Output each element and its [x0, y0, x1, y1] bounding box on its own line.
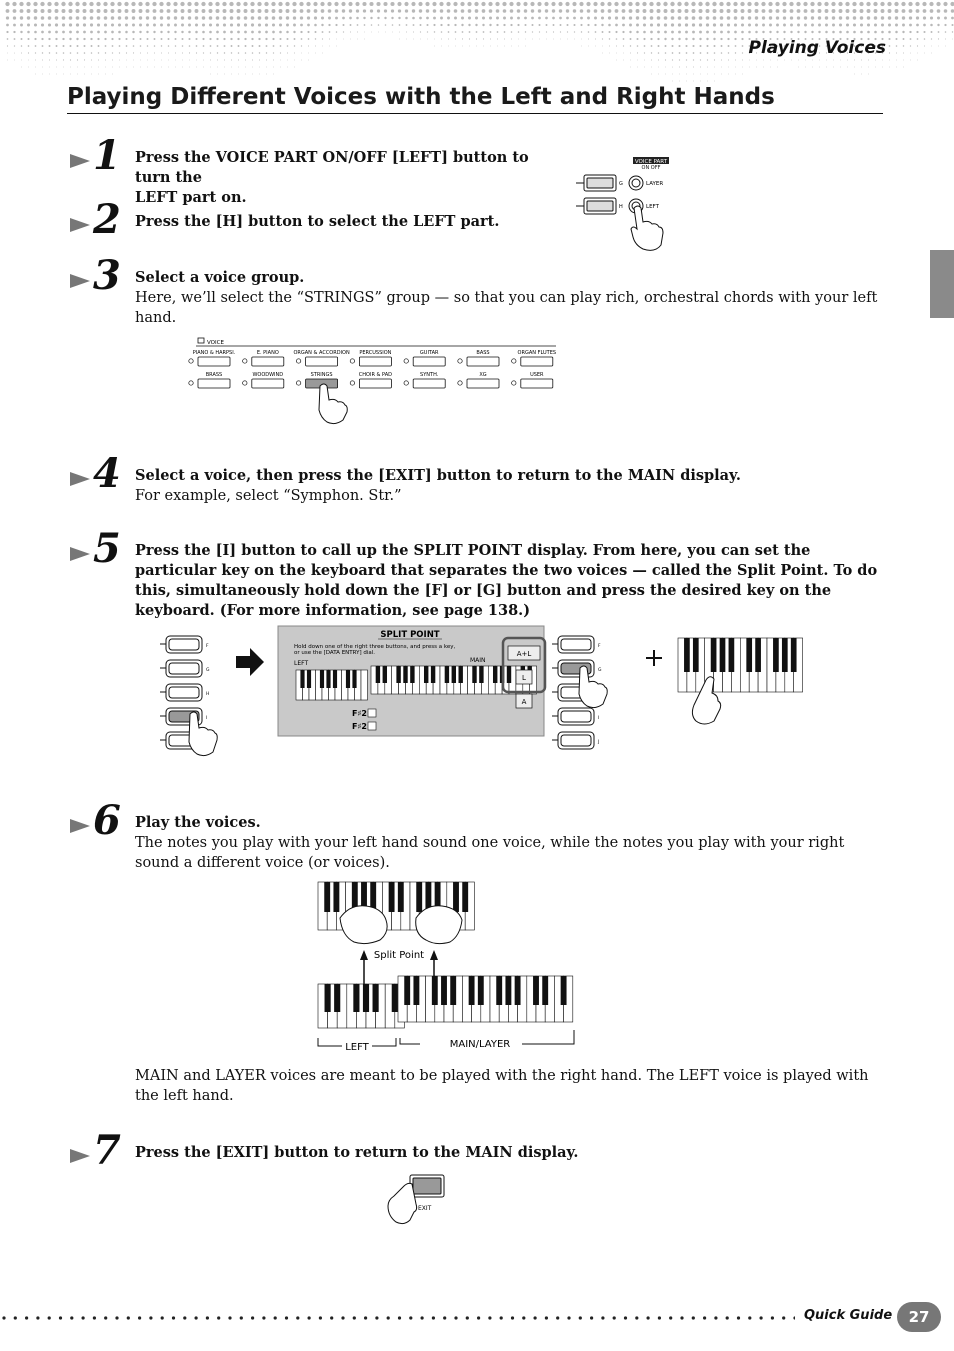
- arrow-up-icon: [430, 950, 438, 960]
- right-arrow-icon: [236, 648, 264, 676]
- voice-group-lamp: [189, 359, 193, 363]
- layer-label: LAYER: [646, 181, 664, 187]
- voice-part-panel: [572, 152, 682, 252]
- step-number: 6: [93, 797, 121, 844]
- footer-section-label: Quick Guide: [804, 1308, 893, 1323]
- layer-button[interactable]: [632, 179, 640, 187]
- voice-group-label: WOODWIND: [252, 372, 284, 378]
- black-key: [755, 638, 761, 672]
- pressing-hand-icon: [189, 712, 217, 756]
- step-arrow-icon: [70, 472, 90, 486]
- black-key: [346, 670, 350, 688]
- voice-group-button[interactable]: [467, 379, 499, 388]
- split-point-label: Split Point: [373, 950, 425, 961]
- black-key: [396, 666, 400, 683]
- voice-group-lamp: [404, 381, 408, 385]
- black-key: [720, 638, 726, 672]
- voice-panel-label: VOICE: [207, 340, 224, 346]
- black-key: [373, 984, 379, 1012]
- left-section-label: LEFT: [345, 1042, 369, 1053]
- side-button[interactable]: [169, 639, 199, 650]
- left-label: LEFT: [646, 204, 659, 210]
- step-3-detail: Here, we’ll select the “STRINGS” group — so that you can play rich, orchestral chords with your left hand.: [135, 290, 878, 326]
- voice-group-lamp: [458, 381, 462, 385]
- black-key: [404, 976, 410, 1005]
- voice-group-label: BASS: [476, 350, 490, 356]
- voice-group-button[interactable]: [198, 357, 230, 366]
- voice-group-lamp: [243, 359, 247, 363]
- step-6-detail: The notes you play with your left hand sound one voice, while the notes you play with your right sound a different voice (or voices).: [135, 835, 845, 871]
- step-arrow-icon: [70, 154, 90, 168]
- black-key: [445, 666, 449, 683]
- voice-group-label: STRINGS: [310, 372, 333, 378]
- black-key: [515, 976, 521, 1005]
- page-title: Playing Different Voices with the Left and Right Hands: [67, 84, 883, 114]
- side-button[interactable]: [169, 663, 199, 674]
- h-label: H: [619, 204, 623, 210]
- voice-group-button[interactable]: [252, 379, 284, 388]
- black-key: [334, 984, 340, 1012]
- black-key: [413, 976, 419, 1005]
- black-key: [450, 976, 456, 1005]
- on-off-label: ON OFF: [641, 165, 661, 171]
- keyboard-keys: [678, 638, 803, 692]
- right-section-keyboard: [398, 976, 573, 1022]
- black-key: [352, 670, 356, 688]
- arrow-up-icon: [360, 950, 368, 960]
- black-key: [493, 666, 497, 683]
- voice-group-label: CHOIR & PAD: [358, 372, 392, 378]
- black-key: [392, 984, 398, 1012]
- side-button-label: H: [206, 692, 210, 697]
- step-7-instruction: Press the [EXIT] button to return to the MAIN display.: [135, 1144, 579, 1161]
- step-6-instruction: Play the voices.: [135, 814, 261, 831]
- step-arrow-icon: [70, 1149, 90, 1163]
- step-arrow-icon: [70, 274, 90, 288]
- step-arrow-icon: [70, 819, 90, 833]
- voice-group-button[interactable]: [306, 357, 338, 366]
- black-key: [746, 638, 752, 672]
- voice-group-label: PERCUSSION: [359, 350, 392, 356]
- g-label: G: [619, 181, 623, 187]
- voice-part-label: VOICE PART: [634, 159, 668, 165]
- step-number: 4: [93, 450, 121, 497]
- black-key: [791, 638, 797, 672]
- piano-icon: [198, 338, 204, 343]
- voice-group-label: USER: [530, 372, 544, 378]
- voice-group-label: BRASS: [205, 372, 223, 378]
- page-number: 27: [897, 1302, 941, 1332]
- screen-left-label: LEFT: [294, 660, 309, 667]
- footer-dot-line: [0, 1313, 795, 1323]
- black-key: [472, 666, 476, 683]
- black-key: [507, 666, 511, 683]
- white-key: [361, 670, 368, 700]
- h-button[interactable]: [587, 201, 613, 211]
- black-key: [773, 638, 779, 672]
- step-number: 3: [93, 252, 121, 299]
- voice-group-label: GUITAR: [419, 350, 439, 356]
- black-key: [416, 882, 422, 912]
- black-key: [479, 666, 483, 683]
- black-key: [458, 666, 462, 683]
- black-key: [326, 670, 330, 688]
- black-key: [469, 976, 475, 1005]
- black-key: [453, 882, 459, 912]
- step-number: 1: [93, 132, 121, 179]
- black-key: [684, 638, 690, 672]
- step-3-instruction: Select a voice group.: [135, 269, 305, 286]
- voice-group-label: PIANO & HARPSI.: [192, 350, 236, 356]
- step-4-detail: For example, select “Symphon. Str.”: [135, 488, 402, 504]
- black-key: [462, 882, 468, 912]
- step-number: 7: [93, 1127, 121, 1174]
- side-chapter-tab: [930, 250, 954, 318]
- voice-group-button[interactable]: [252, 357, 284, 366]
- black-key: [383, 666, 387, 683]
- exit-button[interactable]: [413, 1178, 441, 1194]
- black-key: [431, 666, 435, 683]
- step-2-instruction: Press the [H] button to select the LEFT part.: [135, 213, 500, 230]
- side-button[interactable]: [561, 735, 591, 746]
- side-button-label: F: [206, 644, 209, 649]
- black-key: [410, 666, 414, 683]
- black-key: [693, 638, 699, 672]
- voice-group-lamp: [512, 381, 516, 385]
- screen-instruction-1: Hold down one of the right three buttons, and press a key,: [294, 644, 456, 650]
- step-number: 2: [93, 196, 121, 243]
- voice-group-lamp: [189, 381, 193, 385]
- black-key: [363, 984, 369, 1012]
- black-key: [320, 670, 324, 688]
- split-voice-note: MAIN and LAYER voices are meant to be played with the right hand. The LEFT voice is played with the left hand.: [135, 1068, 869, 1104]
- black-key: [441, 976, 447, 1005]
- black-key: [533, 976, 539, 1005]
- black-key: [729, 638, 735, 672]
- voice-group-button[interactable]: [521, 379, 553, 388]
- split-point-illustration: [150, 622, 810, 764]
- black-key: [432, 976, 438, 1005]
- pressing-hand-icon: [388, 1183, 417, 1223]
- voice-group-lamp: [404, 359, 408, 363]
- split-value-2: F♯2: [352, 722, 367, 731]
- pressing-hand-icon: [631, 206, 663, 250]
- voice-group-button[interactable]: [413, 379, 445, 388]
- right-hand-icon: [416, 906, 462, 944]
- voice-group-lamp: [512, 359, 516, 363]
- voice-group-lamp: [243, 381, 247, 385]
- side-button-label: J: [598, 740, 600, 745]
- voice-group-label: ORGAN & ACCORDION: [293, 350, 350, 356]
- black-key: [542, 976, 548, 1005]
- voice-group-button[interactable]: [359, 379, 391, 388]
- step-1-instruction-line2: LEFT part on.: [135, 189, 247, 206]
- black-key: [300, 670, 304, 688]
- step-arrow-icon: [70, 547, 90, 561]
- voice-group-label: XG: [479, 372, 487, 378]
- black-key: [324, 882, 330, 912]
- voice-group-label: SYNTH.: [420, 372, 439, 378]
- left-section-keyboard: [318, 984, 404, 1028]
- black-key: [505, 976, 511, 1005]
- black-key: [496, 976, 502, 1005]
- voice-group-lamp: [296, 359, 300, 363]
- black-key: [782, 638, 788, 672]
- exit-button-illustration: [382, 1172, 452, 1228]
- black-key: [424, 666, 428, 683]
- voice-group-button[interactable]: [521, 357, 553, 366]
- side-button-label: I: [598, 716, 600, 721]
- step-5-instruction: Press the [I] button to call up the SPLIT POINT display. From here, you can set the particular key on the keyboard that separates the two voices — called the Split Point. To do this, simultaneously hold down the [F] or [G] button and press the desired key on the keyboard. (For more information, see page 138.): [135, 542, 878, 619]
- black-key: [711, 638, 717, 672]
- side-button[interactable]: [561, 639, 591, 650]
- voice-group-label: ORGAN FLUTES: [517, 350, 557, 356]
- voice-group-button[interactable]: [198, 379, 230, 388]
- black-key: [452, 666, 456, 683]
- voice-group-panel: [182, 334, 562, 426]
- a-label: A: [521, 698, 527, 706]
- pressing-hand-icon: [319, 384, 347, 424]
- voice-group-lamp: [350, 359, 354, 363]
- black-key: [307, 670, 311, 688]
- side-button-label: G: [598, 668, 602, 673]
- step-4-instruction: Select a voice, then press the [EXIT] button to return to the MAIN display.: [135, 467, 741, 484]
- section-title: Playing Voices: [748, 38, 886, 58]
- main-layer-section-label: MAIN/LAYER: [449, 1039, 511, 1050]
- screen-title: SPLIT POINT: [380, 630, 440, 640]
- voice-group-button[interactable]: [467, 357, 499, 366]
- black-key: [376, 666, 380, 683]
- side-button-label: F: [598, 644, 601, 649]
- black-key: [561, 976, 567, 1005]
- screen-main-label: MAIN: [470, 657, 486, 664]
- side-button-label: G: [206, 668, 210, 673]
- g-button[interactable]: [587, 178, 613, 188]
- voice-group-button[interactable]: [413, 357, 445, 366]
- black-key: [389, 882, 395, 912]
- side-button[interactable]: [561, 711, 591, 722]
- side-button-label: I: [206, 716, 208, 721]
- black-key: [353, 984, 359, 1012]
- split-value-1: F♯2: [352, 709, 367, 718]
- screen-instruction-2: or use the [DATA ENTRY] dial.: [294, 650, 376, 656]
- split-point-diagram: [310, 878, 580, 1058]
- voice-group-lamp: [350, 381, 354, 385]
- plus-icon: [646, 650, 662, 666]
- voice-group-lamp: [296, 381, 300, 385]
- voice-group-lamp: [458, 359, 462, 363]
- exit-label: EXIT: [418, 1205, 432, 1212]
- step-1-instruction-line1: Press the VOICE PART ON/OFF [LEFT] button to turn the: [135, 149, 529, 186]
- l-label: L: [522, 674, 526, 682]
- black-key: [333, 882, 339, 912]
- step-arrow-icon: [70, 218, 90, 232]
- a-plus-l-label: A+L: [516, 650, 532, 658]
- side-button[interactable]: [169, 687, 199, 698]
- black-key: [478, 976, 484, 1005]
- black-key: [333, 670, 337, 688]
- voice-group-label: E. PIANO: [256, 350, 279, 356]
- black-key: [325, 984, 331, 1012]
- voice-group-button[interactable]: [359, 357, 391, 366]
- black-key: [403, 666, 407, 683]
- left-hand-icon: [340, 906, 387, 944]
- step-number: 5: [93, 525, 121, 572]
- black-key: [398, 882, 404, 912]
